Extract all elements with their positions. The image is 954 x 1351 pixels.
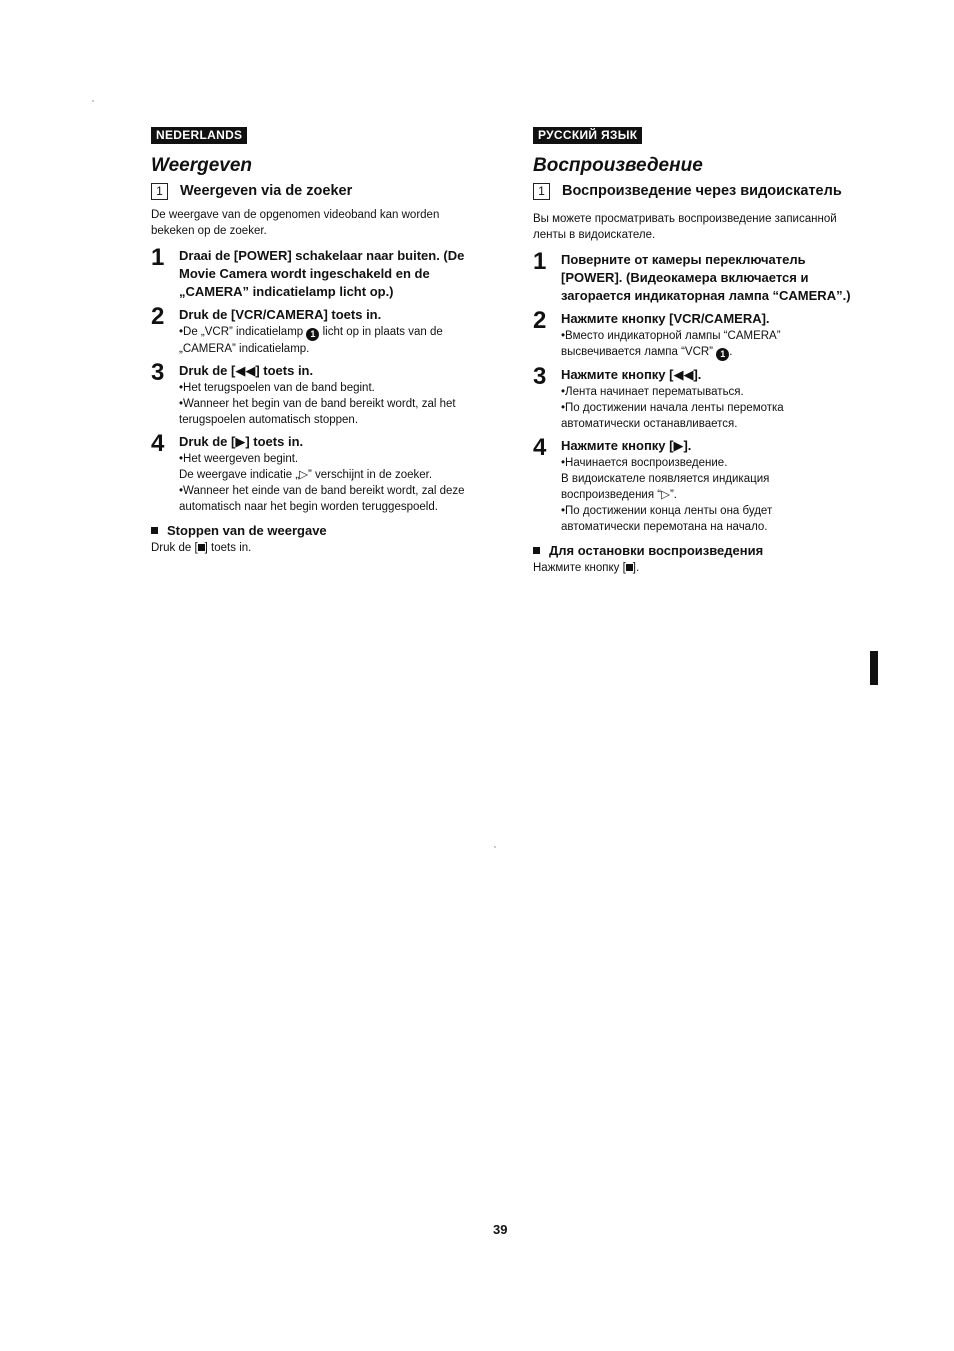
subsection-number: 1 <box>533 183 550 200</box>
stop-text: Druk de [ ] toets in. <box>151 542 252 554</box>
stop-square-icon <box>626 564 633 571</box>
step-number: 2 <box>533 307 547 334</box>
step-number: 3 <box>151 359 165 386</box>
subsection-heading <box>533 182 853 201</box>
step-note: •De „VCR” indicatielamp 1 licht op in plaats van de „CAMERA” indicatielamp. <box>179 326 443 355</box>
step-note: •Wanneer het einde van de band bereikt wordt, zal deze automatisch naar het begin worden teruggespoeld. <box>179 485 465 513</box>
step-note: •Het weergeven begint. <box>179 453 299 465</box>
step-title: Druk de [◀◀] toets in. <box>179 363 314 378</box>
step-note: •По достижении начала ленты перемотка автоматически останавливается. <box>561 402 784 430</box>
scan-speck <box>494 846 496 848</box>
step-4 <box>151 430 481 515</box>
section-title: Воспроизведение <box>533 155 703 176</box>
stop-text: Нажмите кнопку [ ]. <box>533 562 640 574</box>
language-tag: NEDERLANDS <box>151 127 247 144</box>
subsection-number: 1 <box>151 183 168 200</box>
step-1 <box>533 248 853 305</box>
step-note: •Het terugspoelen van de band begint. <box>179 382 375 394</box>
stop-heading: Для остановки воспроизведения <box>533 542 853 560</box>
step-4 <box>533 434 853 535</box>
step-number: 1 <box>533 248 547 275</box>
step-1 <box>151 244 481 301</box>
step-number: 2 <box>151 303 165 330</box>
russian-column <box>533 126 853 576</box>
step-note: De weergave indicatie „▷” verschijnt in de zoeker. <box>179 469 433 481</box>
step-3 <box>151 359 481 428</box>
stop-square-icon <box>198 544 205 551</box>
step-note: •Лента начинает перематываться. <box>561 386 744 398</box>
step-title: Нажмите кнопку [◀◀]. <box>561 367 702 382</box>
step-title: Draai de [POWER] schakelaar naar buiten. (De Movie Camera wordt ingeschakeld en de „CAMERA” indicatielamp licht op.) <box>179 248 465 299</box>
step-note: В видоискателе появляется индикация воспроизведения “▷”. <box>561 473 770 501</box>
step-number: 1 <box>151 244 165 271</box>
circled-number-icon: 1 <box>716 348 729 361</box>
page-number: 39 <box>493 1222 508 1237</box>
subsection-title: Weergeven via de zoeker <box>180 183 353 199</box>
step-3 <box>533 363 853 432</box>
step-2 <box>151 303 481 357</box>
section-title: Weergeven <box>151 155 253 176</box>
language-tag: РУССКИЙ ЯЗЫК <box>533 127 642 144</box>
stop-heading: Stoppen van de weergave <box>151 522 481 540</box>
step-title: Нажмите кнопку [▶]. <box>561 438 692 453</box>
step-note: •Начинается воспроизведение. <box>561 457 728 469</box>
subsection-title: Воспроизведение через видоискатель <box>562 183 842 199</box>
step-note: •Вместо индикаторной лампы “CAMERA” высвечивается лампа “VCR” 1 . <box>561 330 781 359</box>
step-title: Druk de [▶] toets in. <box>179 434 304 449</box>
dutch-column <box>151 126 481 556</box>
intro-text: De weergave van de opgenomen videoband kan worden bekeken op de zoeker. <box>151 209 440 237</box>
square-bullet-icon <box>533 547 540 554</box>
intro-text: Вы можете просматривать воспроизведение записанной ленты в видоискателе. <box>533 213 837 241</box>
step-note: •По достижении конца ленты она будет автоматически перемотана на начало. <box>561 505 773 533</box>
step-title: Поверните от камеры переключатель [POWER]. (Видеокамера включается и загорается индикаторная лампа “CAMERA”.) <box>561 252 851 303</box>
step-title: Нажмите кнопку [VCR/CAMERA]. <box>561 311 770 326</box>
step-number: 3 <box>533 363 547 390</box>
step-note: •Wanneer het begin van de band bereikt wordt, zal het terugspoelen automatisch stoppen. <box>179 398 456 426</box>
scan-speck <box>92 100 94 102</box>
step-number: 4 <box>533 434 547 461</box>
step-2 <box>533 307 853 361</box>
step-number: 4 <box>151 430 165 457</box>
square-bullet-icon <box>151 527 158 534</box>
step-title: Druk de [VCR/CAMERA] toets in. <box>179 307 382 322</box>
circled-number-icon: 1 <box>306 328 319 341</box>
subsection-heading <box>151 182 481 201</box>
page-edge-tab-marker <box>870 651 878 685</box>
